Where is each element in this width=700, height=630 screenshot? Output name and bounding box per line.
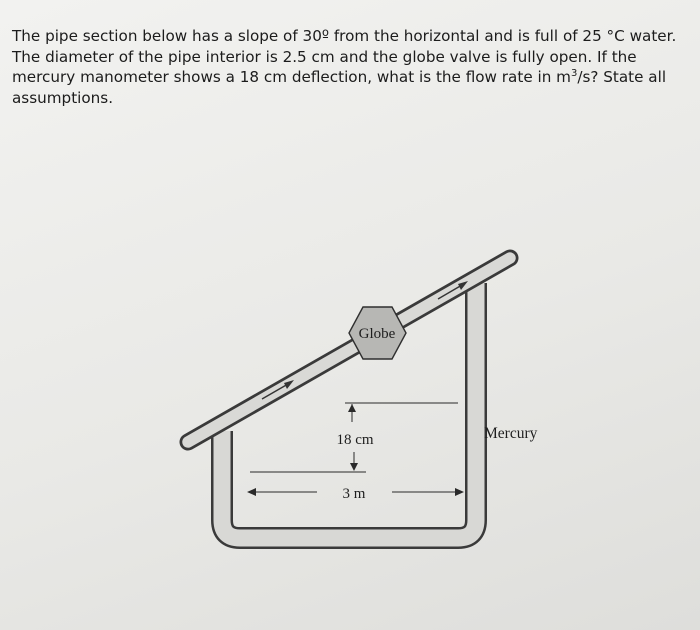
mercury-label: Mercury xyxy=(484,425,538,442)
deflection-label: 18 cm xyxy=(336,432,374,448)
length-dimension xyxy=(247,486,464,502)
deflection-dimension xyxy=(250,403,458,472)
problem-text: The pipe section below has a slope of 30º from the horizontal and is full of 25 °C water. The diameter of the pipe interior is 2.5 cm and the globe valve is fully open. If the mercury manometer shows a 18 cm deflection, what is the flow rate in m xyxy=(12,27,677,86)
length-label: 3 m xyxy=(342,486,366,502)
cubic-exponent: 3 xyxy=(570,67,578,79)
valve-label: Globe xyxy=(358,326,396,342)
problem-text-end: /s? State all assumptions. xyxy=(12,68,667,107)
